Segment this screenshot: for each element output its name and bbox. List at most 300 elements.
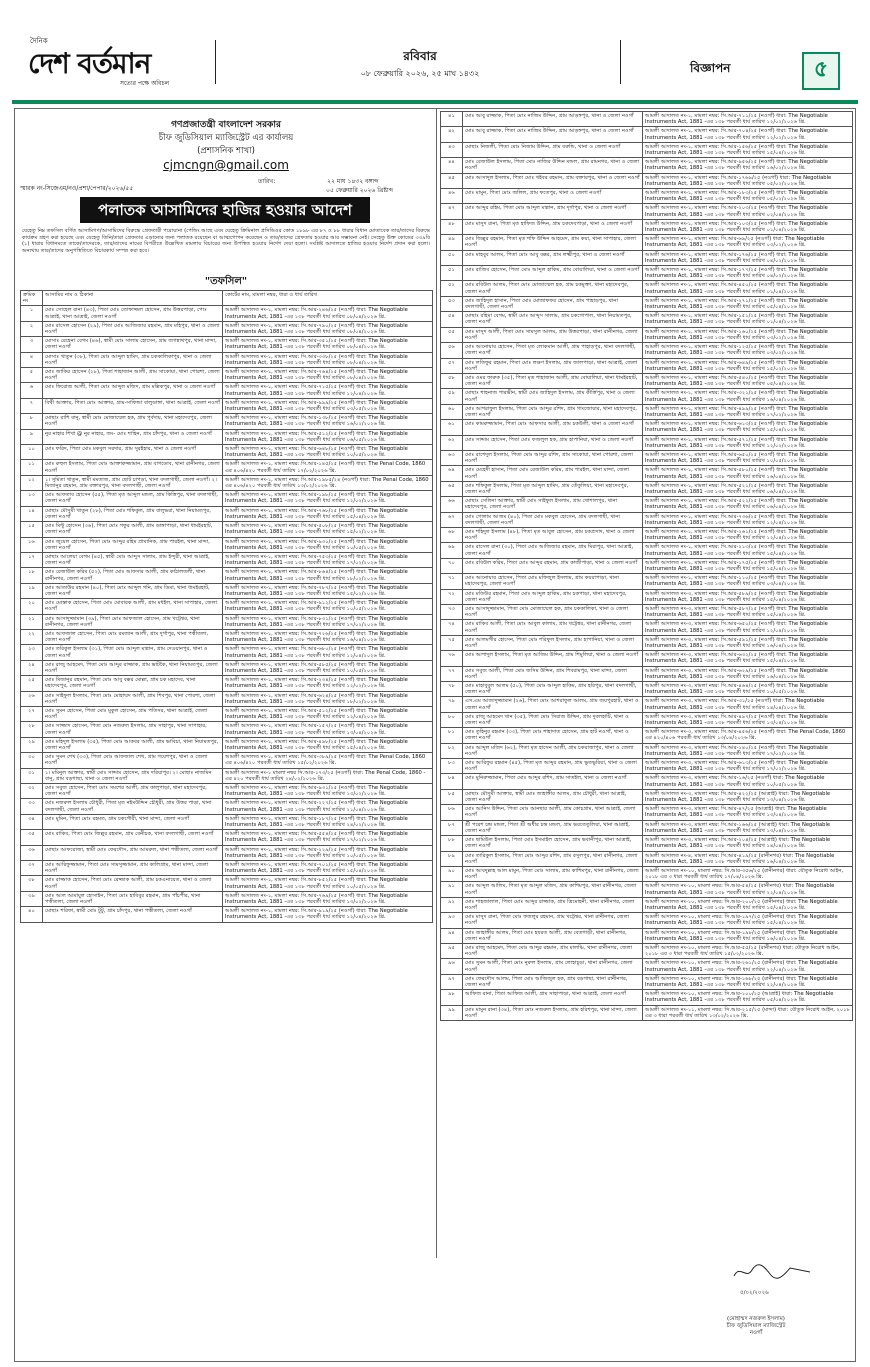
- case-cell: আমলী আদালত নং-৩, মামলা নম্বর: সি.আর-৪২২/২৫ (আত্রাই) ধারা: The Negotiable Instruments Act, 1881 -এর ১৩৮ পরবর্তী ধার্য তারিখ ১৩/০৪/২০২৬ খ্রি.: [643, 789, 853, 804]
- case-cell: আমলী আদালত নং-১, মামলা নম্বর: সি.আর-১৭৬/২৫ (নওগাঁ) ধারা: The Negotiable Instruments Act, 1881 -এর ১৩৮ পরবর্তী ধার্য তারিখ ০৪/০২/২০২৬ খ্রি.: [643, 250, 853, 265]
- table-row: [21, 352, 433, 367]
- accused-cell: মোঃ রবিউল করিম, পিতা মোঃ আব্দুর রহমান, গ্রাম কাজীপাড়া, থানা ও জেলা নওগাঁ: [463, 558, 643, 573]
- signature-date: ৫/০২/২০২৬: [740, 1290, 769, 1296]
- accused-cell: মোঃ মাহাবুবুল আলম (৫০), পিতা মোঃ আব্দুল হাকিম, গ্রাম হরিপুর, থানা বদলগাছী, জেলা নওগাঁ: [463, 682, 643, 697]
- case-cell: আমলী আদালত নং-৩, মামলা নম্বর: সি.আর-৪৬৪/২৫ (নওগাঁ) ধারা: The Negotiable Instruments Act, 1881 -এর ১৩৮ পরবর্তী ধার্য তারিখ ১০/০৫/২০২৬ খ্রি.: [643, 682, 853, 697]
- serial-cell: ৯১: [441, 882, 463, 897]
- notice-intro: যেহেতু নিম্ন তফসিল বর্ণিত আসামিগণ/আসামিদের বিরুদ্ধে গ্রেফতারী পরোয়ানা (পেন্ডিং আছে এবং যেহেতু ক্রিমিনাল প্রসিডিওর কোড ১৮৯৮ এর ৮৭ ও ৮৮ ধারার বিধান মোতাবেক তার/তাদের বিরুদ্ধে কার্যক্রম গ্রহণ করা হয়েছে এবং যেহেতু তিনি/তারা গ্রেফতার এড়ানোর জন্য পলাতক রয়েছেন বা আত্মগোপন করেছেন ও তার/তাদের গ্রেফতার হওয়ার আর সম্ভাবনা নেই। সেহেতু উক্ত কোডের ৩৩৯বি (১) ধারার বিধানমতে তাকে/তাদেরকে, তার/তাদের নামের বিপরীতে উল্লেখিত মামলায় বিচারের জন্য উপস্থিত হওয়ার নির্দেশ দেয়া হলো। সংশ্লিষ্ট আদালতে হাজির হওয়ার নির্দেশ প্রদান করা হলো। অন্যথায় তার/তাদের অনুপস্থিতিতে বিচারকার্য সম্পন্ন করা হবে।: [22, 228, 430, 254]
- table-row: [21, 445, 433, 460]
- accused-cell: মোঃ আব্দুর রহিম, পিতা মোঃ আব্দুল মান্নান, গ্রাম দূর্গাপুর, থানা ও জেলা নওগাঁ: [463, 204, 643, 219]
- case-cell: আমলী আদালত নং-১, মামলা নম্বর: সি.আর-২২৭/২৫ (নওগাঁ) ধারা: The Negotiable Instruments Act, 1881 -এর ১৩৮ পরবর্তী ধার্য তারিখ ২১/০৪/২০২৬ খ্রি.: [223, 799, 433, 814]
- tagline: সত্যের পক্ষে অবিচল: [120, 80, 170, 87]
- signatory-name: (মোহাম্মদ নজরুল ইসলাম): [727, 1316, 785, 1322]
- serial-cell: ৫৮: [441, 373, 463, 388]
- serial-cell: ৭৩: [441, 605, 463, 620]
- case-cell: আমলী আদালত নং-১, মামলা নম্বর: সি.আর-৪৯৯/২৫ (নওগাঁ) ধারা: The Negotiable Instruments Act, 1881 -এর ১৩৮ পরবর্তী ধার্য তারিখ ১৭/০২/২০২৬ খ্রি.: [643, 404, 853, 419]
- accused-cell: মোঃ লতিফুর রহমান, পিতা মোঃ লক্ষণ ইসলাম, গ্রাম জালপাড়া, থানা আত্রাই, জেলা নওগাঁ: [463, 358, 643, 373]
- accused-cell: মোছাঃ আলেয়া বেগম (৪৫), স্বামী মোঃ আব্দুস সালাম, গ্রাম ইন্দুরী, থানা আত্রাই, জেলা নওগাঁ: [43, 552, 223, 567]
- case-cell: আমলী আদালত নং-১, মামলা নম্বর: সি.আর-৭৫৩/২৫ (নওগাঁ) ধারা: The Negotiable Instruments Act, 1881 -এর ১৩৮ পরবর্তী ধার্য তারিখ ১৭/০২/২০২৬ খ্রি.: [223, 552, 433, 567]
- case-cell: আমলী আদালত নং-১, মামলা নম্বর: সি.আর-৫০৮/২৫ (নওগাঁ) ধারা: The Negotiable Instruments Act, 1881 -এর ১৩৮ পরবর্তী ধার্য তারিখ ১৫/০২/২০২৬ খ্রি.: [223, 522, 433, 537]
- case-cell: আমলী আদালত নং-১, মামলা নম্বর: সি.আর-৯১২/২৫ (নওগাঁ) ধারা: The Negotiable Instruments Act, 1881 -এর ১৩৮ পরবর্তী ধার্য তারিখ ১০/০৫/২০২৬ খ্রি.: [223, 599, 433, 614]
- table-row: [21, 306, 433, 321]
- date-english: ০৫ ফেব্রুয়ারি ২০২৬ খ্রিষ্টাব্দ: [326, 187, 393, 194]
- table-row: [441, 266, 853, 281]
- table-row: [21, 814, 433, 829]
- serial-cell: ৪: [21, 352, 43, 367]
- case-cell: আমলী আদালত নং-১, মামলা নম্বর: সি.আর-১৯৮/২৫ (নওগাঁ) ধারা: The Negotiable Instruments Act, 1881 -এর ১৩৮ পরবর্তী ধার্য তারিখ ১২/০২/২০২৬ খ্রি.: [223, 491, 433, 506]
- serial-cell: ৮৭: [441, 820, 463, 835]
- accused-cell: মোঃ আসাদুল ইসলাম, পিতা মোঃ খইবর রহমান, গ্রাম বক্তারপুর, থানা ও জেলা নওগাঁ: [463, 173, 643, 188]
- case-cell: আমলী আদালত নং-১, মামলা নম্বর: সি.আর-৬৯/২৫ (নওগাঁ) ধারা: The Negotiable Instruments Act, 1881 -এর ১৩৮ পরবর্তী ধার্য তারিখ ০৩/০২/২০২৬ খ্রি.: [643, 235, 853, 250]
- case-cell: আমলী আদালত নং-৩, মামলা নম্বর: সি.আর-১৪০/২৫ (নওগাঁ) ধারা: The Negotiable Instruments Act, 1881 -এর ১৩৮ পরবর্তী ধার্য তারিখ ১৭/০২/২০২৬ খ্রি.: [643, 743, 853, 758]
- accused-cell: মোছাঃ আফরোজা, স্বামী মোঃ ফেরদৌস, গ্রাম আমরুল, থানা পত্নীতলা, জেলা নওগাঁ: [43, 845, 223, 860]
- schedule-heading: "তফসিল": [204, 276, 248, 287]
- gov-name: গণপ্রজাতন্ত্রী বাংলাদেশ সরকার: [171, 120, 281, 130]
- serial-cell: ৪৯: [441, 235, 463, 250]
- case-cell: আমলী আদালত নং-১, মামলা নম্বর: সি.আর-৬৪৯/২৫ (নওগাঁ) ধারা: The Negotiable Instruments Act, 1881 -এর ১৩৮ পরবর্তী ধার্য তারিখ ১৫/০২/২০২৬ খ্রি.: [643, 358, 853, 373]
- accused-cell: মোঃ রেজাউল করিম (৫২), পিতা মোঃ আফসার আলী, গ্রাম কাঠালতলী, থানা রানীনগর, জেলা নওগাঁ: [43, 568, 223, 583]
- serial-cell: ৩৪: [21, 814, 43, 829]
- table-row: [21, 614, 433, 629]
- case-cell: আমলী আদালত নং-১, মামলা নম্বর: সি.আর-৭২৬/২৫ (নওগাঁ) ধারা: The Negotiable Instruments Act, 1881 -এর ১৩৮ পরবর্তী ধার্য তারিখ ১৬/০৪/২০২৬ খ্রি.: [223, 629, 433, 644]
- divider: [620, 40, 621, 84]
- accused-cell: মোঃ জুয়েল হোসেন, পিতা মোঃ আব্দুর রহিম প্রামানিক, গ্রাম পারইল, থানা মান্দা, জেলা নওগাঁ: [43, 537, 223, 552]
- header-rule: [12, 100, 858, 104]
- serial-cell: ৮৯: [441, 851, 463, 866]
- accused-cell: মোঃ মুমিন, পিতা মোঃ রহমত, গ্রাম চকগৌরী, থানা মান্দা, জেলা নওগাঁ: [43, 814, 223, 829]
- serial-cell: ৩৮: [21, 876, 43, 891]
- accused-cell: মোঃ রাশেদুল ইসলাম, পিতা মোঃ আব্দুর রশিদ, গ্রাম সাকোয়া, থানা পোরশা, জেলা নওগাঁ: [463, 450, 643, 465]
- serial-cell: ৪৭: [441, 204, 463, 219]
- case-cell: আমলী আদালত নং-১, মামলা নম্বর: সি.আর-১৫১/২৫ (নওগাঁ) ধারা: The Negotiable Instruments Act, 1881 -এর ১৩৮ পরবর্তী ধার্য তারিখ ০১/০৪/২০২৬ খ্রি.: [643, 312, 853, 327]
- table-row: [441, 959, 853, 974]
- accused-cell: মোঃ রাজু আহমেদ, পিতা মোঃ আব্দুর রাজ্জাক, গ্রাম ভাটকৈ, থানা নিয়ামতপুর, জেলা নওগাঁ: [43, 660, 223, 675]
- accused-cell: মোঃ নজরুল ইসলাম চৌধুরী, পিতা মৃত নইমউদ্দিন চৌধুরী, গ্রাম উত্তর পাড়া, থানা বদলগাছী, জেলা নওগাঁ: [43, 799, 223, 814]
- case-cell: আমলী আদালত নং-৩, মামলা নম্বর: সি.আর-৪৯৭/২৫ (নওগাঁ) ধারা: The Negotiable Instruments Act, 1881 -এর ১৩৮ পরবর্তী ধার্য তারিখ ১৩/০৪/২০২৬ খ্রি.: [643, 712, 853, 727]
- case-cell: আমলী আদালত নং-১, মামলা নম্বর: সি.আর-৫৫৪/২৫ (নওগাঁ) ধারা: The Negotiable Instruments Act, 1881 -এর ১৩৮ পরবর্তী ধার্য তারিখ ১৭/০২/২০২৬ খ্রি.: [223, 830, 433, 845]
- table-row: [441, 296, 853, 311]
- logo-prefix: দৈনিক: [30, 37, 48, 45]
- col-accused: আসামির নাম ও ঠিকানা: [43, 291, 223, 306]
- office-email: cjmcngn@gmail.com: [163, 158, 289, 172]
- serial-cell: ২৬: [21, 691, 43, 706]
- case-cell: আমলী আদালত নং-১, মামলা নম্বর: সি.আর-৬৫০/২৫ (নওগাঁ) ধারা: The Negotiable Instruments Act, 1881 -এর ১৩৮ পরবর্তী ধার্য তারিখ ১০/০৫/২০২৬ খ্রি.: [643, 450, 853, 465]
- case-cell: আমলী আদালত নং-১০, মামলা নম্বর: সি.আর-৫৫/২৫ (রানীনগর) ধারা: যৌতুক নিরোধ আইন, ২০১৮ এর ৩ ধারা পরবর্তী ধার্য তারিখ ১৫/০২/২০২৬ খ্রি.: [643, 943, 853, 958]
- case-cell: আমলী আদালত নং-১, মামলা নম্বর: সি.আর-৫১২/২৫ (নওগাঁ) ধারা: The Negotiable Instruments Act, 1881 -এর ১৩৮ পরবর্তী ধার্য তারিখ ০৬/০৫/২০২৬ খ্রি.: [223, 429, 433, 444]
- accused-cell: মোঃ আতাউর রহমান (৪০), পিতা মোঃ আব্দুল গনি, গ্রাম ডিমা, থানা ধামইরহাট, জেলা নওগাঁ: [43, 583, 223, 598]
- case-cell: আমলী আদালত নং-১১, মামলা নম্বর: সি.আর-২১৫/২৫ (মান্দা) ধারা: যৌতুক নিরোধ আইন, ২০১৮ এর ৩ ধারা পরবর্তী ধার্য তারিখ ১৩/০২/২০২৬ খ্রি.: [643, 1005, 853, 1020]
- case-cell: আমলী আদালত নং-১, মামলা নম্বর: সি.আর-৭১৫/২৫ (নওগাঁ) ধারা: The Negotiable Instruments Act, 1881 -এর ১৩৮ পরবর্তী ধার্য তারিখ ১২/০৪/২০২৬ খ্রি.: [223, 383, 433, 398]
- accused-cell: মোঃ আফতাব হোসেন (৫৫), পিতা মৃত আব্দুল মন্ডল, গ্রাম কিত্তিপুর, থানা বদলগাছী, জেলা নওগাঁ: [43, 491, 223, 506]
- accused-cell: মোসাঃ খাতুন (৩৮), পিতা মোঃ আব্দুল হামিদ, গ্রাম চককালিকাপুর, থানা ও জেলা নওগাঁ: [43, 352, 223, 367]
- serial-cell: ২০: [21, 599, 43, 614]
- serial-cell: ৫: [21, 368, 43, 383]
- case-cell: আমলী আদালত নং-১, মামলা নম্বর: সি.আর-৭৮৭/২৫ (নওগাঁ) ধারা: The Negotiable Instruments Act, 1881 -এর ১৩৮ পরবর্তী ধার্য তারিখ ১৫/০২/২০২৬ খ্রি.: [223, 583, 433, 598]
- table-row: [441, 358, 853, 373]
- table-row: [441, 743, 853, 758]
- table-row: [441, 635, 853, 650]
- case-cell: আমলী আদালত নং-১, মামলা নম্বর: সি.আর-৯৫৬/২৫ (নওগাঁ) ধারা: The Negotiable Instruments Act, 1881 -এর ১৩৮ পরবর্তী ধার্য তারিখ ১৬/০২/২০২৬ খ্রি.: [643, 158, 853, 173]
- serial-cell: ৭২: [441, 589, 463, 604]
- accused-cell: মোঃ আশরাফুল ইসলাম, পিতা মোঃ আব্দুর রশিদ, গ্রাম গাংজোয়ার, থানা মহাদেবপুর, জেলা নওগাঁ: [463, 404, 643, 419]
- accused-cell: মোঃ সাইফুল ইসলাম, পিতা মোঃ মোহাম্মদ আলী, গ্রাম শিবপুর, থানা পোরশা, জেলা নওগাঁ: [43, 691, 223, 706]
- table-row: [21, 460, 433, 475]
- serial-cell: ৭৭: [441, 666, 463, 681]
- table-row: [441, 620, 853, 635]
- serial-cell: ৬৬: [441, 497, 463, 512]
- accused-cell: মোঃ রাকিব আলী, পিতা মোঃ আবুল কালাম, গ্রাম খট্টেশ্বর, থানা রানীনগর, জেলা নওগাঁ: [463, 620, 643, 635]
- table-row: [441, 882, 853, 897]
- serial-cell: ১৫: [21, 522, 43, 537]
- serial-cell: ১১: [21, 460, 43, 475]
- serial-cell: ৪২: [441, 127, 463, 142]
- serial-cell: ৭: [21, 398, 43, 413]
- serial-cell: ৮১: [441, 728, 463, 743]
- case-cell: আমলী আদালত নং-১, মামলা নম্বর: সি.আর-৭৬৪/২৫ (নওগাঁ) ধারা: The Negotiable Instruments Act, 1881 -এর ১৩৮ পরবর্তী ধার্য তারিখ ০৮/০৪/২০২৬ খ্রি.: [223, 368, 433, 383]
- table-row: [21, 676, 433, 691]
- serial-cell: ৮: [21, 414, 43, 429]
- table-row: [441, 543, 853, 558]
- table-row: [21, 784, 433, 799]
- table-row: [441, 512, 853, 527]
- case-cell: আমলী আদালত নং-১, মামলা নম্বর: সি.আর-৮৬৪/২৫ (নওগাঁ) ধারা: The Negotiable Instruments Act, 1881 -এর ১৩৮ পরবর্তী ধার্য তারিখ ১৮/০২/২০২৬ খ্রি.: [223, 568, 433, 583]
- serial-cell: ২৪: [21, 660, 43, 675]
- date-label: তারিখ:: [258, 178, 276, 185]
- accused-cell: মোঃ রাসেল হোসেন (২৯), পিতা মোঃ আজিজার রহমান, গ্রাম মহিপুর, থানা ও জেলা নওগাঁ: [43, 321, 223, 336]
- accused-cell: মোঃ আনিস উদ্দিন, পিতা মোঃ আনছার আলী, গ্রাম কোচগ্রাম, থানা আত্রাই, জেলা নওগাঁ: [463, 805, 643, 820]
- accused-cell: বিথী আক্তার, পিতা মোঃ আক্তার, গ্রাম-সাফিন্ডা বালুডাঙ্গা, থানা আত্রাই, জেলা নওগাঁ: [43, 398, 223, 413]
- table-row: [441, 327, 853, 342]
- case-cell: আমলী আদালত নং-১, মামলা নম্বর: সি.আর-৩৩৮/২৫ (নওগাঁ) ধারা: The Negotiable Instruments Act, 1881 -এর ১৩৮ পরবর্তী ধার্য তারিখ ০৮/০৪/২০২৬ খ্রি.: [223, 352, 433, 367]
- table-row: [441, 497, 853, 512]
- table-row: [441, 666, 853, 681]
- serial-cell: ৬০: [441, 404, 463, 419]
- case-cell: আমলী আদালত নং-১, মামলা নম্বর: সি.আর-৬৮০/২৫ (নওগাঁ) ধারা: The Negotiable Instruments Act, 1881 -এর ১৩৮ পরবর্তী ধার্য তারিখ ১২/০৪/২০২৬ খ্রি.: [223, 645, 433, 660]
- accused-cell: মোছাঃ রাশি বানু, স্বামী মোঃ মোজাম্মেল হক, গ্রাম পূর্বদায়, থানা মহাদেবপুর, জেলা নওগাঁ: [43, 414, 223, 429]
- accused-cell: শ্রী পরেশ চন্দ্র মন্ডল, পিতা শ্রী অধীর চন্দ্র মন্ডল, গ্রাম ভরতেতুলিয়া, থানা আত্রাই, জেলা নওগাঁ: [463, 820, 643, 835]
- case-cell: আমলী আদালত নং-১, মামলা নম্বর: সি.আর-২৬১/২৫ (নওগাঁ) ধারা: The Negotiable Instruments Act, 1881 -এর ১৩৮ পরবর্তী ধার্য তারিখ ১২/০৪/২০২৬ খ্রি.: [643, 527, 853, 542]
- table-row: [21, 475, 433, 490]
- serial-cell: ৫৯: [441, 389, 463, 404]
- table-row: [21, 599, 433, 614]
- serial-cell: ৬২: [441, 435, 463, 450]
- memo-number: স্মারক নং-সিজেএম/নও/প্রশা/পেপার/২০২৬/৫৫: [20, 185, 134, 192]
- signature-scribble: [730, 1262, 820, 1282]
- table-row: [441, 836, 853, 851]
- accused-cell: নুর নাহার শিখা @ নুর নাহার, জং- মোঃ শাহিন, গ্রাম চাঁদপুর, থানা ও জেলা নওগাঁ: [43, 429, 223, 444]
- accused-cell: মোঃ আসাদুজ্জামান (৩৯), পিতা মোঃ আফজাল হোসেন, গ্রাম খট্টেশ্বর, থানা রানীনগর, জেলা নওগাঁ: [43, 614, 223, 629]
- table-row: [441, 820, 853, 835]
- case-cell: আমলী আদালত নং-১, মামলা নম্বর: সি.আর-৫১২/২৫ (নওগাঁ) ধারা: The Negotiable Instruments Act, 1881 -এর ১৩৮ পরবর্তী ধার্য তারিখ ১২/০৪/২০২৬ খ্রি.: [223, 706, 433, 721]
- accused-cell: মোঃ গোলাম আজম (৪০), পিতা মোঃ মকবুল হোসেন, গ্রাম বদলগাছী, থানা বদলগাছী, জেলা নওগাঁ: [463, 512, 643, 527]
- accused-cell: মোঃ আসাদুজ্জামান, পিতা মোঃ মোজাম্মেল হক, গ্রাম চককালিকা, থানা ও জেলা নওগাঁ: [463, 605, 643, 620]
- memo-date: [258, 177, 393, 195]
- table-row: [441, 974, 853, 989]
- serial-cell: ২৩: [21, 645, 43, 660]
- serial-cell: ৫২: [441, 281, 463, 296]
- serial-cell: ৯৮: [441, 990, 463, 1005]
- accused-cell: মোঃ আশাদুল ইসলাম, পিতা মৃত আজিম উদ্দিন, গ্রাম শিমুলিয়া, থানা ও জেলা নওগাঁ: [463, 651, 643, 666]
- case-cell: আমলী আদালত নং-১, মামলা নম্বর: সি.আর-২০৩/২৫ (নওগাঁ) ধারা: The Negotiable Instruments Act, 1881 -এর ১৩৮ পরবর্তী ধার্য তারিখ ০২/০৪/২০২৬ খ্রি.: [643, 204, 853, 219]
- case-cell: আমলী আদালত নং-১, মামলা নম্বর: সি.আর-৯১৯/২৫ (নওগাঁ) ধারা: The Negotiable Instruments Act, 1881 -এর ১৩৮ পরবর্তী ধার্য তারিখ ১২/০৪/২০২৬ খ্রি.: [223, 907, 433, 922]
- table-row: [21, 537, 433, 552]
- accused-cell: ১। মমিনুল আক্তার, স্বামী মোঃ সাদ্দাম হোসেন, গ্রাম দরিয়াপুর। ২। মোছাঃ নাজমিন বানু, গ্রাম বড়গাছা, থানা ও জেলা নওগাঁ: [43, 768, 223, 783]
- case-cell: আমলী আদালত নং-১, মামলা নম্বর: সি.আর-৭৯০/২৫ (নওগাঁ) ধারা: The Negotiable Instruments Act, 1881 -এর ১৩৮ পরবর্তী ধার্য তারিখ ০৮/০৪/২০২৬ খ্রি.: [223, 321, 433, 336]
- masthead: [0, 0, 870, 100]
- serial-cell: ৫৬: [441, 343, 463, 358]
- accused-cell: মোঃ আবু রাজ্জাক, পিতা মোঃ নাজিম উদ্দিন, গ্রাম আড়ঙ্গপুর, থানা ও জেলা নওগাঁ: [463, 127, 643, 142]
- table-row: [441, 805, 853, 820]
- serial-cell: ১০: [21, 445, 43, 460]
- serial-cell: ৬৩: [441, 450, 463, 465]
- day: রবিবার: [403, 49, 437, 63]
- serial-cell: ৪০: [21, 907, 43, 922]
- accused-cell: মোছাঃ মৌসুমী খাতুন (২৮), পিতা মোঃ শফিকুল, গ্রাম বালুভরা, থানা নিয়ামতপুর, জেলা নওগাঁ: [43, 506, 223, 521]
- table-row: [441, 189, 853, 204]
- case-cell: আমলী আদালত নং-১০, মামলা নম্বর: সি.আর-১৯৮/২৫ (রানীনগর) ধারা: The Negotiable Instruments Act, 1881 -এর ১৩৮ পরবর্তী ধার্য তারিখ ১৬/০৪/২০২৬ খ্রি.: [643, 928, 853, 943]
- accused-cell: মোঃ সবুজ আলী, পিতা মোঃ জসিম উদ্দিন, গ্রাম শিবরামপুর, থানা মান্দা, জেলা নওগাঁ: [463, 666, 643, 681]
- notice-title: পলাতক আসামিদের হাজির হওয়ার আদেশ: [80, 197, 370, 223]
- accused-cell: মোঃ জাহিদুল হাসান, পিতা মোঃ মোজাফফর হোসেন, গ্রাম পাহাড়পুর, থানা বদলগাছী, জেলা নওগাঁ: [463, 296, 643, 311]
- table-row: [441, 219, 853, 234]
- accused-cell: মোঃ সবুজ হোসেন, পিতা মোঃ সমশের আলী, গ্রাম কালুপাড়া, থানা মহাদেবপুর, জেলা নওগাঁ: [43, 784, 223, 799]
- table-row: [21, 414, 433, 429]
- accused-cell: মোঃ মামুন, পিতা মোঃ জলিল, গ্রাম ফতেপুর, থানা ও জেলা নওগাঁ: [463, 189, 643, 204]
- serial-cell: ৫৩: [441, 296, 463, 311]
- accused-cell: মোঃ মেহেদী হাসান, পিতা মোঃ রেজাউল করিম, গ্রাম পারইল, থানা মান্দা, জেলা নওগাঁ: [463, 466, 643, 481]
- table-row: [441, 142, 853, 157]
- accused-cell: মোছাঃ রহিমা বেগম, স্বামী মোঃ আব্দুস সালাম, গ্রাম চকগোপাল, থানা নিয়ামতপুর, জেলা নওগাঁ: [463, 312, 643, 327]
- accused-cell: মোঃ সাজ্জাদ হোসেন, পিতা মোঃ নজরুল ইসলাম, গ্রাম সাহাপুর, থানা সাপাহার, জেলা নওগাঁ: [43, 722, 223, 737]
- accused-cell: মোঃ মামুন রানা (৩৪), পিতা মোঃ নজরুল ইসলাম, গ্রাম হরিশপুর, থানা মান্দা, জেলা নওগাঁ: [463, 1005, 643, 1020]
- accused-cell: মোছাঃ নিজলী, পিতা মোঃ নিজাম উদ্দিন, গ্রাম বরুন্ডি, থানা ও জেলা নওগাঁ: [463, 142, 643, 157]
- schedule-table-left: [20, 290, 433, 923]
- case-cell: আমলী আদালত নং-১০, মামলা নম্বর: সি.আর-১৯৭/২৫ (রানীনগর) ধারা: The Negotiable Instruments Act, 1881 -এর ১৩৮ পরবর্তী ধার্য তারিখ ১৫/০৪/২০২৬ খ্রি.: [643, 913, 853, 928]
- case-cell: আমলী আদালত নং-১, মামলা নম্বর: সি.আর-১৮৭/২৫ (নওগাঁ) ধারা: The Negotiable Instruments Act, 1881 -এর ১৩৮ পরবর্তী ধার্য তারিখ ২৪/০২/২০২৬ খ্রি.: [223, 814, 433, 829]
- accused-cell: মোঃ রাজিব হোসেন, পিতা মোঃ আব্দুল হাকিম, গ্রাম বোয়ালিয়া, থানা ও জেলা নওগাঁ: [463, 266, 643, 281]
- table-row: [21, 799, 433, 814]
- table-row: [441, 605, 853, 620]
- case-cell: আমলী আদালত নং-৩, মামলা নম্বর: সি.আর-৬৫০/২৫ (নওগাঁ) ধারা: The Negotiable Instruments Act, 1881 -এর ১৩৮ পরবর্তী ধার্য তারিখ ১২/০৪/২০২৬ খ্রি.: [643, 620, 853, 635]
- case-cell: আমলী আদালত নং-১, মামলা নম্বর: সি.আর-৬১৩/২৫ (নওগাঁ) ধারা: The Negotiable Instruments Act, 1881 -এর ১৩৮ পরবর্তী ধার্য তারিখ ১৫/০৪/২০২৬ খ্রি.: [643, 420, 853, 435]
- table-row: [441, 759, 853, 774]
- case-cell: আমলী আদালত নং-১, মামলা নম্বর: সি.আর-৪৯৮/২৫ (নওগাঁ) ধারা: The Negotiable Instruments Act, 1881 -এর ১৩৮ পরবর্তী ধার্য তারিখ ১৫/০৪/২০২৬ খ্রি.: [223, 737, 433, 752]
- schedule-table-right: [440, 111, 853, 1021]
- accused-cell: মোঃ রাসেল রানা (৩০), পিতা মোঃ আজিজার রহমান, গ্রাম মিরাপুর, থানা আত্রাই, জেলা নওগাঁ: [463, 543, 643, 558]
- date: ০৮ ফেব্রুয়ারি ২০২৬, ২৫ মাঘ ১৪৩২: [360, 69, 480, 78]
- table-row: [441, 527, 853, 542]
- serial-cell: ৬১: [441, 420, 463, 435]
- table-row: [21, 368, 433, 383]
- case-cell: আমলী আদালত নং-১, মামলা নম্বর: সি.আর-২৩৪/২৫ (নওগাঁ) ধারা: The Negotiable Instruments Act, 1881 -এর ১৩৮ পরবর্তী ধার্য তারিখ ১২/০২/২০২৬ খ্রি.: [223, 676, 433, 691]
- serial-cell: ২১: [21, 614, 43, 629]
- accused-cell: আফিজ রানা, পিতা আফিজ আলী, গ্রাম সাহাপাড়া, থানা আত্রাই, জেলা নওগাঁ: [463, 990, 643, 1005]
- accused-cell: মোঃ শাহজালাল, পিতা মোঃ আব্দুর রাজ্জাক, গ্রাম ত্রিমোহনী, থানা রানীনগর, জেলা নওগাঁ: [463, 897, 643, 912]
- accused-cell: মোঃ সাদ্দাম হোসেন, পিতা মোঃ ফজলুল হক, গ্রাম হাপানিয়া, থানা ও জেলা নওগাঁ: [463, 435, 643, 450]
- serial-cell: ৩১: [21, 768, 43, 783]
- case-cell: আমলী আদালত নং-১, মামলা নম্বর: সি.আর-১৬০/২৫ (নওগাঁ) ধারা: The Negotiable Instruments Act, 1881 -এর ১৩৮ পরবর্তী ধার্য তারিখ ০৩/০২/২০২৬ খ্রি.: [643, 327, 853, 342]
- table-row: [441, 173, 853, 188]
- accused-cell: মোঃ আনোয়ার হোসেন, পিতা মৃত লোকমান আলী, গ্রাম পাহাড়পুর, থানা বদলগাছী, জেলা নওগাঁ: [463, 343, 643, 358]
- case-cell: আমলী আদালত নং-১, মামলা নম্বর: সি.আর-১৩৮/২৫ (নওগাঁ) ধারা: The Negotiable Instruments Act, 1881 -এর ১৩৮ পরবর্তী ধার্য তারিখ ১৬/০২/২০২৬ খ্রি.: [223, 414, 433, 429]
- case-cell: আমলী আদালত নং-১০, মামলা নম্বর: সি.আর-৩৫৬/২৫ (রানীনগর) ধারা: যৌতুক নিরোধ আইন, ২০১৮ এর ৩ ধারা পরবর্তী ধার্য তারিখ ১৭/০৪/২০২৬ খ্রি.: [643, 866, 853, 881]
- accused-cell: মোঃ সুমন হোসেন, পিতা মোঃ মুকুল হোসেন, গ্রাম পতিসর, থানা আত্রাই, জেলা নওগাঁ: [43, 706, 223, 721]
- serial-cell: ১৩: [21, 491, 43, 506]
- accused-cell: মোঃ আব্দুল আলিম, পিতা মৃত আব্দুল মজিদ, গ্রাম কাশিমপুর, থানা রানীনগর, জেলা নওগাঁ: [463, 882, 643, 897]
- table-row: [441, 789, 853, 804]
- accused-cell: মোঃ আলমগীর হোসেন, পিতা মোঃ শরিফুল ইসলাম, গ্রাম হাপানিয়া, থানা ও জেলা নওগাঁ: [463, 635, 643, 650]
- accused-cell: মোঃ শহিদুল ইসলাম (৪৮), পিতা মৃত আবুল হোসেন, গ্রাম চকপ্রসাদ, থানা ও জেলা নওগাঁ: [463, 527, 643, 542]
- serial-cell: ৯৬: [441, 959, 463, 974]
- accused-cell: মোঃ ফিরোজ আলী, পিতা মোঃ আব্দুল মজিদ, গ্রাম মল্লিকপুর, থানা ও জেলা নওগাঁ: [43, 383, 223, 398]
- case-cell: আমলী আদালত নং-১, মামলা নম্বর: সি.আর-৫৭১/২৫ (নওগাঁ) ধারা: The Negotiable Instruments Act, 1881 -এর ১৩৮ পরবর্তী ধার্য তারিখ ১২/০২/২০২৬ খ্রি.: [643, 435, 853, 450]
- accused-cell: মোঃ রাজু আহমেদ, পিতা মোঃ আব্দুর রহমান, গ্রাম মালঞ্চি, থানা রানীনগর, জেলা নওগাঁ: [463, 943, 643, 958]
- table-row: [441, 281, 853, 296]
- case-cell: আমলী আদালত নং-১, মামলা নম্বর: সি.আর-১৭৫/২৫ (নওগাঁ) ধারা: The Negotiable Instruments Act, 1881 -এর ১৩৮ পরবর্তী ধার্য তারিখ ১৫/০৪/২০২৬ খ্রি.: [643, 558, 853, 573]
- serial-cell: ৮৮: [441, 836, 463, 851]
- serial-cell: ৮৪: [441, 774, 463, 789]
- case-cell: আমলী আদালত নং-১, মামলা নম্বর: সি.আর-৭০৪/২৫ (নওগাঁ) ধারা: The Negotiable Instruments Act, 1881 -এর ১৩৮ পরবর্তী ধার্য তারিখ ১২/০২/২০২৬ খ্রি.: [643, 127, 853, 142]
- case-cell: আমলী আদালত নং-১০, মামলা নম্বর: সি.আর-২৬১/২৫ (রানীনগর) ধারা: The Negotiable Instruments Act, 1881 -এর ১৩৮ পরবর্তী ধার্য তারিখ ২২/০৪/২০২৬ খ্রি.: [643, 959, 853, 974]
- accused-cell: মোঃ রুহুল ইসলাম, পিতা মোঃ আক্তারুজ্জামান, গ্রাম বাগডোব, থানা রানীনগর, জেলা নওগাঁ: [43, 460, 223, 475]
- accused-cell: মোঃ সুমন শেখ (৩৩), পিতা মোঃ আফজাল শেখ, গ্রাম গয়েশপুর, থানা ও জেলা নওগাঁ: [43, 753, 223, 768]
- serial-cell: ৩৬: [21, 845, 43, 860]
- table-row: [441, 913, 853, 928]
- table-row: [441, 435, 853, 450]
- table-row: [21, 522, 433, 537]
- case-cell: আমলী আদালত নং-১ মামলা নম্বর সি.আর-১৭৩/২৫ (নওগাঁ) ধারা: The Penal Code, 1860 - এর ৪২০ পরবর্তী ধার্য তারিখ ২৪/০২/২০২৬ খ্রি.: [223, 768, 433, 783]
- accused-cell: মোঃ শফিকুল ইসলাম, পিতা মৃত আব্দুল হামিদ, গ্রাম তেঁতুলিয়া, থানা মহাদেবপুর, জেলা নওগাঁ: [463, 481, 643, 496]
- accused-cell: মোঃ আরিফুজ্জামান, পিতা মোঃ সামসুজ্জামান, গ্রাম কালিগ্রাম, থানা মান্দা, জেলা নওগাঁ: [43, 861, 223, 876]
- accused-cell: মোঃ ফেরদৌস আলম, পিতা মোঃ আজিজুল হক, গ্রাম বড়গাছা, থানা রানীনগর, জেলা নওগাঁ: [463, 974, 643, 989]
- section-name: বিজ্ঞাপন: [690, 61, 731, 75]
- case-cell: আমলী আদালত নং-১০, মামলা নম্বর: সি.আর-২০০/২৫ (রানীনগর) ধারা: The Negotiable Instruments Act, 1881 -এর ১৩৮ পরবর্তী ধার্য তারিখ ১৫/০৪/২০২৬ খ্রি.: [643, 897, 853, 912]
- table-row: [441, 682, 853, 697]
- serial-cell: ৩৭: [21, 861, 43, 876]
- accused-cell: মোঃ মহিদুল ইসলাম (৩৫), পিতা মোঃ আকবর আলী, গ্রাম ভাবিচা, থানা নিয়ামতপুর, জেলা নওগাঁ: [43, 737, 223, 752]
- table-row: [21, 706, 433, 721]
- accused-cell: মোসাঃ রেহেনা বেগম (৪৬), স্বামী মোঃ সালাম হোসেন, গ্রাম জগন্নাথপুর, থানা মান্দা, জেলা নওগাঁ: [43, 337, 223, 352]
- serial-cell: ৩৯: [21, 891, 43, 906]
- table-row: [21, 845, 433, 860]
- accused-cell: মোঃ মাসুদ আলী, পিতা মোঃ সামসুল আলম, গ্রাম উত্তরপাড়া, থানা রানীনগর, জেলা নওগাঁ: [463, 327, 643, 342]
- case-cell: আমলী আদালত নং-১, মামলা নম্বর: সি.আর-৬২৪/২৫ (নওগাঁ) ধারা: The Negotiable Instruments Act, 1881 -এর ১৩৮ পরবর্তী ধার্য তারিখ ১৮/০২/২০২৬ খ্রি.: [223, 691, 433, 706]
- table-row: [21, 645, 433, 660]
- serial-cell: ৫০: [441, 250, 463, 265]
- case-cell: আমলী আদালত নং-১, মামলা নম্বর: সি.আর-২৪৬/২৫ (নওগাঁ) ধারা: The Negotiable Instruments Act, 1881 -এর ১৩৮ পরবর্তী ধার্য তারিখ ০৮/০৪/২০২৬ খ্রি.: [223, 306, 433, 321]
- table-row: [441, 928, 853, 943]
- branch-name: (প্রশাসনিক শাখা): [197, 146, 255, 156]
- signatory-place: নওগাঁ: [749, 1330, 763, 1336]
- serial-cell: ৯: [21, 429, 43, 444]
- serial-cell: ৯৭: [441, 974, 463, 989]
- accused-cell: মোঃ আরিফুর রহমান (৪৫), পিতা মৃত আব্দুর রহমান, গ্রাম ভুতভুরিয়া, থানা ও জেলা নওগাঁ: [463, 759, 643, 774]
- table-row: [21, 753, 433, 768]
- table-row: [21, 830, 433, 845]
- serial-cell: ৭৫: [441, 635, 463, 650]
- serial-cell: ৬: [21, 383, 43, 398]
- serial-cell: ৮৬: [441, 805, 463, 820]
- table-row: [21, 321, 433, 336]
- serial-cell: ৭৯: [441, 697, 463, 712]
- accused-cell: মোঃ রাজ্জাক হোসেন, পিতা মোঃ রেজ্জাক আলী, গ্রাম চকএনায়েত, থানা ও জেলা নওগাঁ: [43, 876, 223, 891]
- table-row: [441, 158, 853, 173]
- serial-cell: ১৬: [21, 537, 43, 552]
- serial-cell: ৯২: [441, 897, 463, 912]
- case-cell: আমলী আদালত নং-১, মামলা নম্বর: সি.আর-৭৬৯/২৫ (নওগাঁ) ধারা: The Negotiable Instruments Act, 1881 -এর ১৩৮ পরবর্তী ধার্য তারিখ ১৩/০২/২০২৬ খ্রি.: [223, 891, 433, 906]
- table-row: [441, 589, 853, 604]
- serial-cell: ১: [21, 306, 43, 321]
- serial-cell: ৫৪: [441, 312, 463, 327]
- table-row: [441, 312, 853, 327]
- table-row: [21, 691, 433, 706]
- signature-block: [696, 1316, 816, 1337]
- case-cell: আমলী আদালত নং-১, মামলা নম্বর: সি.আর-১৫৬/২৫ (নওগাঁ) ধারা: The Negotiable Instruments Act, 1881 -এর ১৩৮ পরবর্তী ধার্য তারিখ ১৫/০৪/২০২৬ খ্রি.: [643, 142, 853, 157]
- case-cell: আমলী আদালত নং-১, মামলা নম্বর: সি.আর-৩৫১/২৫ (নওগাঁ) ধারা: The Negotiable Instruments Act, 1881 -এর ১৩৮ পরবর্তী ধার্য তারিখ ০৮/০৪/২০২৬ খ্রি.: [223, 337, 433, 352]
- serial-cell: ৮৩: [441, 759, 463, 774]
- serial-cell: ৫৭: [441, 358, 463, 373]
- case-cell: আমলী আদালত নং-১, মামলা নম্বর: সি.আর-৮৫২/২৫ (নওগাঁ) ধারা: The Negotiable Instruments Act, 1881 -এর ১৩৮ পরবর্তী ধার্য তারিখ ১০/০৫/২০২৬ খ্রি.: [223, 876, 433, 891]
- table-row: [21, 737, 433, 752]
- serial-cell: ৬৭: [441, 512, 463, 527]
- serial-cell: ৪৬: [441, 189, 463, 204]
- serial-cell: ৭৬: [441, 651, 463, 666]
- serial-cell: ৫১: [441, 266, 463, 281]
- table-row: [21, 491, 433, 506]
- case-cell: আমলী আদালত নং-১, মামলা নম্বর: সি.আর-১৫৭/২৫ (নওগাঁ) ধারা: The Negotiable Instruments Act, 1881 -এর ১৩৮ পরবর্তী ধার্য তারিখ ১৩/০৪/২০২৬ খ্রি.: [223, 722, 433, 737]
- serial-cell: ৯০: [441, 866, 463, 881]
- case-cell: আমলী আদালত নং-১, মামলা নম্বর: সি.আর-৬৪৮/২৫ (নওগাঁ) ধারা: The Negotiable Instruments Act, 1881 -এর ১৩৮ পরবর্তী ধার্য তারিখ ১০/০৫/২০২৬ খ্রি.: [223, 445, 433, 460]
- table-row: [441, 420, 853, 435]
- case-cell: আমলী আদালত নং-১, মামলা নম্বর: সি.আর-২৭১/২৫ (নওগাঁ) ধারা: The Negotiable Instruments Act, 1881 -এর ১৩৮ পরবর্তী ধার্য তারিখ ০৫/০৪/২০২৬ খ্রি.: [643, 296, 853, 311]
- case-cell: আমলী আদালত নং-১০, মামলা নম্বর: সি.আর-৫৪/২৫ (রানীনগর) ধারা: The Negotiable Instruments Act, 1881 -এর ১৩৮ পরবর্তী ধার্য তারিখ ২২/০৪/২০২৬ খ্রি.: [643, 882, 853, 897]
- table-row: [441, 389, 853, 404]
- serial-cell: ৩: [21, 337, 43, 352]
- table-row: [21, 722, 433, 737]
- serial-cell: ৭৮: [441, 682, 463, 697]
- accused-cell: মোঃ কামরুজ্জামান, পিতা মোঃ আফসার আলী, গ্রাম চকউলী, থানা ও জেলা নওগাঁ: [463, 420, 643, 435]
- serial-cell: ৯৫: [441, 943, 463, 958]
- case-cell: আমলী আদালত নং-৩, মামলা নম্বর: সি.আর-৫৮৭/২৫ (নওগাঁ) ধারা: The Negotiable Instruments Act, 1881 -এর ১৩৮ পরবর্তী ধার্য তারিখ ১৫/০৪/২০২৬ খ্রি.: [643, 605, 853, 620]
- serial-cell: ৩২: [21, 784, 43, 799]
- col-case: কোর্টের নাম, মামলা নম্বর, ধারা ও ধার্য তারিখ: [223, 291, 433, 306]
- serial-cell: ১২: [21, 475, 43, 490]
- accused-cell: মোঃ আফজাল হোসেন, পিতা মোঃ রমজান আলী, গ্রাম দুর্গাপুর, থানা পত্নীতলা, জেলা নওগাঁ: [43, 629, 223, 644]
- table-row: [21, 552, 433, 567]
- case-cell: আমলী আদালত নং-৩, মামলা নম্বর: সি.আর-৬৩২/২৫ (নওগাঁ) ধারা: The Negotiable Instruments Act, 1881 -এর ১৩৮ পরবর্তী ধার্য তারিখ ১৫/০৪/২০২৬ খ্রি.: [643, 651, 853, 666]
- case-cell: আমলী আদালত নং-৩, মামলা নম্বর: সি.আর-১৬৬/২৫ (আত্রাই) ধারা: The Negotiable Instruments Act, 1881 -এর ১৩৮ পরবর্তী ধার্য তারিখ ১৩/০৪/২০২৬ খ্রি.: [643, 820, 853, 835]
- accused-cell: মোঃ ওমর ফারুক (৩৫), পিতা মৃত শাহাজান আলী, গ্রাম বোয়ালিয়া, থানা ধামইরহাট, জেলা নওগাঁ: [463, 373, 643, 388]
- accused-cell: মোঃ জাকির হোসেন (২৮), পিতা শাহাজান আলী, গ্রাম সাকোয়া, থানা পোরশা, জেলা নওগাঁ: [43, 368, 223, 383]
- accused-cell: মোঃ মাসুদ রানা, পিতা মোঃ ফজলুর রহমান, গ্রাম খট্টেশ্বর, থানা রানীনগর, জেলা নওগাঁ: [463, 913, 643, 928]
- serial-cell: ১৮: [21, 568, 43, 583]
- case-cell: আমলী আদালত নং-১, মামলা নম্বর: সি.আর-২২৯/২৫ (নওগাঁ) ধারা: The Negotiable Instruments Act, 1881 -এর ১৩৮ পরবর্তী ধার্য তারিখ ১০/০৫/২০২৬ খ্রি.: [223, 845, 433, 860]
- serial-cell: ৩০: [21, 753, 43, 768]
- case-cell: আমলী আদালত নং-১, মামলা নম্বর: সি.আর-১২৫/২৫ (নওগাঁ) ধারা: The Negotiable Instruments Act, 1881 -এর ১৩৮ পরবর্তী ধার্য তারিখ ০৩/০২/২০২৬ খ্রি.: [643, 343, 853, 358]
- table-row: [21, 876, 433, 891]
- table-row: [441, 127, 853, 142]
- accused-cell: মোঃ তুহিনুর রহমান (৩৩), পিতা মোঃ শাহাদাত হোসেন, গ্রাম হাট নওগাঁ, থানা ও জেলা নওগাঁ: [463, 728, 643, 743]
- serial-cell: ৮০: [441, 712, 463, 727]
- column-divider: [436, 108, 437, 1258]
- serial-cell: ৭০: [441, 558, 463, 573]
- serial-cell: ৯৪: [441, 928, 463, 943]
- table-row: [21, 629, 433, 644]
- table-row: [21, 506, 433, 521]
- table-row: [21, 583, 433, 598]
- table-row: [441, 712, 853, 727]
- accused-cell: মোঃ মোস্তাক হোসেন, পিতা মোঃ মোবারক আলী, গ্রাম মধইল, থানা সাপাহার, জেলা নওগাঁ: [43, 599, 223, 614]
